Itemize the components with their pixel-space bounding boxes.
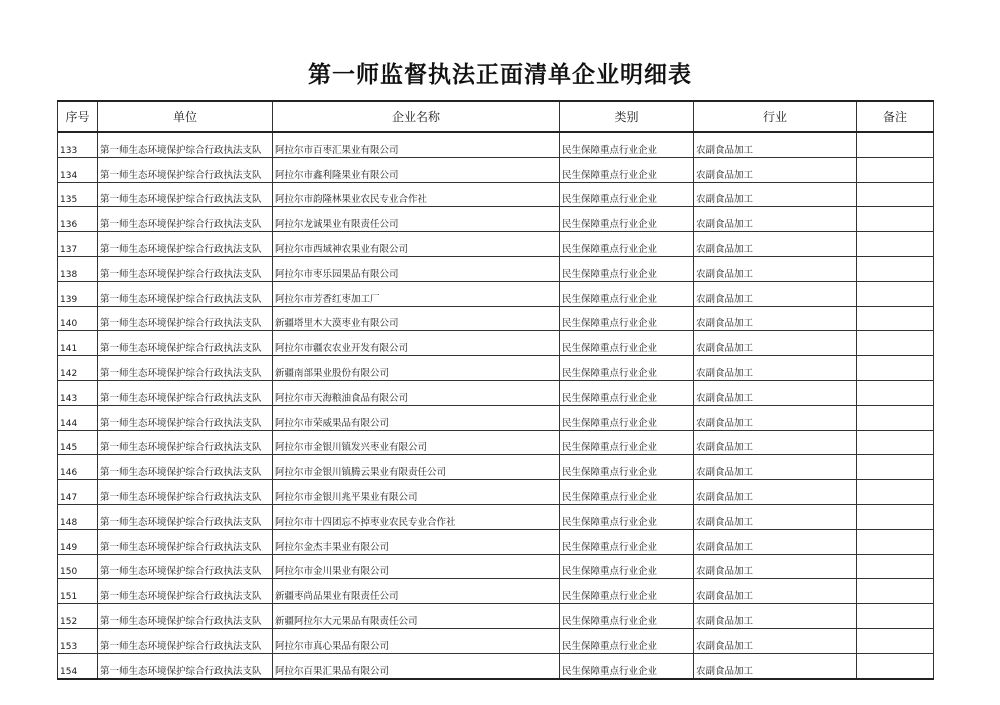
- table-body: [58, 132, 934, 679]
- cell-category: 民生保障重点行业企业: [560, 604, 694, 629]
- cell-company: 新疆塔里木大漠枣业有限公司: [273, 306, 560, 331]
- enterprise-table: [57, 100, 934, 680]
- cell-note: [857, 653, 934, 678]
- cell-industry: 农副食品加工: [694, 207, 857, 232]
- cell-company: 阿拉尔市荣威果品有限公司: [273, 405, 560, 430]
- cell-category: 民生保障重点行业企业: [560, 132, 694, 157]
- column-header-note: 备注: [857, 101, 934, 132]
- cell-category: 民生保障重点行业企业: [560, 430, 694, 455]
- cell-serial: 150: [58, 554, 98, 579]
- table-row: [58, 504, 934, 529]
- cell-industry: 农副食品加工: [694, 281, 857, 306]
- cell-category: 民生保障重点行业企业: [560, 653, 694, 678]
- cell-note: [857, 380, 934, 405]
- cell-industry: 农副食品加工: [694, 331, 857, 356]
- cell-unit: 第一师生态环境保护综合行政执法支队: [98, 604, 273, 629]
- cell-unit: 第一师生态环境保护综合行政执法支队: [98, 653, 273, 678]
- cell-unit: 第一师生态环境保护综合行政执法支队: [98, 281, 273, 306]
- table-row: [58, 207, 934, 232]
- cell-note: [857, 504, 934, 529]
- cell-company: 阿拉尔金杰丰果业有限公司: [273, 529, 560, 554]
- cell-serial: 141: [58, 331, 98, 356]
- cell-serial: 151: [58, 579, 98, 604]
- cell-note: [857, 182, 934, 207]
- cell-category: 民生保障重点行业企业: [560, 281, 694, 306]
- cell-industry: 农副食品加工: [694, 306, 857, 331]
- table-row: [58, 380, 934, 405]
- column-header-serial: 序号: [58, 101, 98, 132]
- cell-company: 阿拉尔市疆农农业开发有限公司: [273, 331, 560, 356]
- cell-serial: 154: [58, 653, 98, 678]
- cell-industry: 农副食品加工: [694, 554, 857, 579]
- cell-industry: 农副食品加工: [694, 529, 857, 554]
- cell-company: 阿拉尔百果汇果品有限公司: [273, 653, 560, 678]
- cell-serial: 144: [58, 405, 98, 430]
- cell-industry: 农副食品加工: [694, 132, 857, 157]
- cell-note: [857, 604, 934, 629]
- table-row: [58, 430, 934, 455]
- cell-category: 民生保障重点行业企业: [560, 256, 694, 281]
- cell-category: 民生保障重点行业企业: [560, 380, 694, 405]
- table-row: [58, 628, 934, 653]
- cell-serial: 148: [58, 504, 98, 529]
- cell-company: 阿拉尔市韵隆林果业农民专业合作社: [273, 182, 560, 207]
- cell-serial: 153: [58, 628, 98, 653]
- cell-category: 民生保障重点行业企业: [560, 405, 694, 430]
- cell-company: 阿拉尔市天海粮油食品有限公司: [273, 380, 560, 405]
- cell-industry: 农副食品加工: [694, 356, 857, 381]
- cell-unit: 第一师生态环境保护综合行政执法支队: [98, 331, 273, 356]
- cell-company: 新疆枣尚品果业有限责任公司: [273, 579, 560, 604]
- cell-serial: 147: [58, 480, 98, 505]
- table-row: [58, 182, 934, 207]
- cell-unit: 第一师生态环境保护综合行政执法支队: [98, 132, 273, 157]
- table-row: [58, 455, 934, 480]
- cell-unit: 第一师生态环境保护综合行政执法支队: [98, 157, 273, 182]
- cell-note: [857, 157, 934, 182]
- cell-note: [857, 356, 934, 381]
- cell-note: [857, 554, 934, 579]
- table-row: [58, 281, 934, 306]
- cell-serial: 149: [58, 529, 98, 554]
- cell-unit: 第一师生态环境保护综合行政执法支队: [98, 579, 273, 604]
- cell-industry: 农副食品加工: [694, 232, 857, 257]
- cell-company: 新疆南部果业股份有限公司: [273, 356, 560, 381]
- table-row: [58, 579, 934, 604]
- cell-company: 阿拉尔市芳香红枣加工厂: [273, 281, 560, 306]
- cell-note: [857, 207, 934, 232]
- cell-company: 新疆阿拉尔大元果品有限责任公司: [273, 604, 560, 629]
- cell-industry: 农副食品加工: [694, 604, 857, 629]
- table-row: [58, 480, 934, 505]
- cell-note: [857, 430, 934, 455]
- cell-note: [857, 232, 934, 257]
- table-row: [58, 306, 934, 331]
- cell-serial: 137: [58, 232, 98, 257]
- cell-company: 阿拉尔市真心果品有限公司: [273, 628, 560, 653]
- cell-note: [857, 455, 934, 480]
- cell-industry: 农副食品加工: [694, 455, 857, 480]
- cell-category: 民生保障重点行业企业: [560, 554, 694, 579]
- table-row: [58, 232, 934, 257]
- cell-category: 民生保障重点行业企业: [560, 579, 694, 604]
- cell-unit: 第一师生态环境保护综合行政执法支队: [98, 430, 273, 455]
- cell-serial: 133: [58, 132, 98, 157]
- cell-company: 阿拉尔市金银川兆平果业有限公司: [273, 480, 560, 505]
- cell-unit: 第一师生态环境保护综合行政执法支队: [98, 554, 273, 579]
- cell-serial: 135: [58, 182, 98, 207]
- cell-category: 民生保障重点行业企业: [560, 504, 694, 529]
- cell-category: 民生保障重点行业企业: [560, 306, 694, 331]
- cell-category: 民生保障重点行业企业: [560, 529, 694, 554]
- cell-company: 阿拉尔市十四团忘不掉枣业农民专业合作社: [273, 504, 560, 529]
- cell-note: [857, 628, 934, 653]
- cell-serial: 136: [58, 207, 98, 232]
- cell-unit: 第一师生态环境保护综合行政执法支队: [98, 405, 273, 430]
- cell-unit: 第一师生态环境保护综合行政执法支队: [98, 504, 273, 529]
- cell-note: [857, 256, 934, 281]
- cell-note: [857, 480, 934, 505]
- table-row: [58, 331, 934, 356]
- table-row: [58, 529, 934, 554]
- column-header-company: 企业名称: [273, 101, 560, 132]
- cell-serial: 134: [58, 157, 98, 182]
- cell-unit: 第一师生态环境保护综合行政执法支队: [98, 380, 273, 405]
- cell-industry: 农副食品加工: [694, 628, 857, 653]
- cell-industry: 农副食品加工: [694, 157, 857, 182]
- cell-industry: 农副食品加工: [694, 182, 857, 207]
- table-row: [58, 132, 934, 157]
- cell-unit: 第一师生态环境保护综合行政执法支队: [98, 232, 273, 257]
- cell-serial: 146: [58, 455, 98, 480]
- column-header-category: 类别: [560, 101, 694, 132]
- header-row: [58, 101, 934, 132]
- cell-serial: 139: [58, 281, 98, 306]
- cell-unit: 第一师生态环境保护综合行政执法支队: [98, 182, 273, 207]
- cell-note: [857, 529, 934, 554]
- cell-company: 阿拉尔市金银川镇腾云果业有限责任公司: [273, 455, 560, 480]
- cell-category: 民生保障重点行业企业: [560, 157, 694, 182]
- cell-note: [857, 405, 934, 430]
- cell-category: 民生保障重点行业企业: [560, 480, 694, 505]
- cell-company: 阿拉尔市金川果业有限公司: [273, 554, 560, 579]
- table-row: [58, 604, 934, 629]
- cell-industry: 农副食品加工: [694, 256, 857, 281]
- cell-note: [857, 306, 934, 331]
- cell-unit: 第一师生态环境保护综合行政执法支队: [98, 628, 273, 653]
- table-row: [58, 356, 934, 381]
- cell-unit: 第一师生态环境保护综合行政执法支队: [98, 356, 273, 381]
- cell-unit: 第一师生态环境保护综合行政执法支队: [98, 256, 273, 281]
- cell-note: [857, 579, 934, 604]
- cell-note: [857, 132, 934, 157]
- cell-unit: 第一师生态环境保护综合行政执法支队: [98, 455, 273, 480]
- cell-serial: 138: [58, 256, 98, 281]
- cell-industry: 农副食品加工: [694, 653, 857, 678]
- column-header-industry: 行业: [694, 101, 857, 132]
- cell-company: 阿拉尔市枣乐园果品有限公司: [273, 256, 560, 281]
- cell-note: [857, 331, 934, 356]
- table-row: [58, 405, 934, 430]
- cell-unit: 第一师生态环境保护综合行政执法支队: [98, 529, 273, 554]
- cell-serial: 142: [58, 356, 98, 381]
- table-row: [58, 256, 934, 281]
- cell-serial: 152: [58, 604, 98, 629]
- cell-industry: 农副食品加工: [694, 480, 857, 505]
- cell-industry: 农副食品加工: [694, 405, 857, 430]
- cell-industry: 农副食品加工: [694, 380, 857, 405]
- cell-company: 阿拉尔市金银川镇发兴枣业有限公司: [273, 430, 560, 455]
- cell-unit: 第一师生态环境保护综合行政执法支队: [98, 306, 273, 331]
- table-row: [58, 554, 934, 579]
- table-row: [58, 653, 934, 678]
- column-header-unit: 单位: [98, 101, 273, 132]
- cell-category: 民生保障重点行业企业: [560, 455, 694, 480]
- cell-category: 民生保障重点行业企业: [560, 207, 694, 232]
- cell-category: 民生保障重点行业企业: [560, 331, 694, 356]
- cell-unit: 第一师生态环境保护综合行政执法支队: [98, 207, 273, 232]
- table-row: [58, 157, 934, 182]
- cell-industry: 农副食品加工: [694, 579, 857, 604]
- table-header: [58, 101, 934, 132]
- cell-category: 民生保障重点行业企业: [560, 356, 694, 381]
- cell-note: [857, 281, 934, 306]
- page-title: 第一师监督执法正面清单企业明细表: [308, 61, 692, 88]
- cell-category: 民生保障重点行业企业: [560, 182, 694, 207]
- cell-company: 阿拉尔市鑫利隆果业有限公司: [273, 157, 560, 182]
- cell-serial: 145: [58, 430, 98, 455]
- cell-industry: 农副食品加工: [694, 504, 857, 529]
- cell-company: 阿拉尔市西域神农果业有限公司: [273, 232, 560, 257]
- cell-company: 阿拉尔龙诚果业有限责任公司: [273, 207, 560, 232]
- cell-category: 民生保障重点行业企业: [560, 232, 694, 257]
- cell-unit: 第一师生态环境保护综合行政执法支队: [98, 480, 273, 505]
- cell-company: 阿拉尔市百枣汇果业有限公司: [273, 132, 560, 157]
- cell-serial: 143: [58, 380, 98, 405]
- cell-serial: 140: [58, 306, 98, 331]
- cell-industry: 农副食品加工: [694, 430, 857, 455]
- cell-category: 民生保障重点行业企业: [560, 628, 694, 653]
